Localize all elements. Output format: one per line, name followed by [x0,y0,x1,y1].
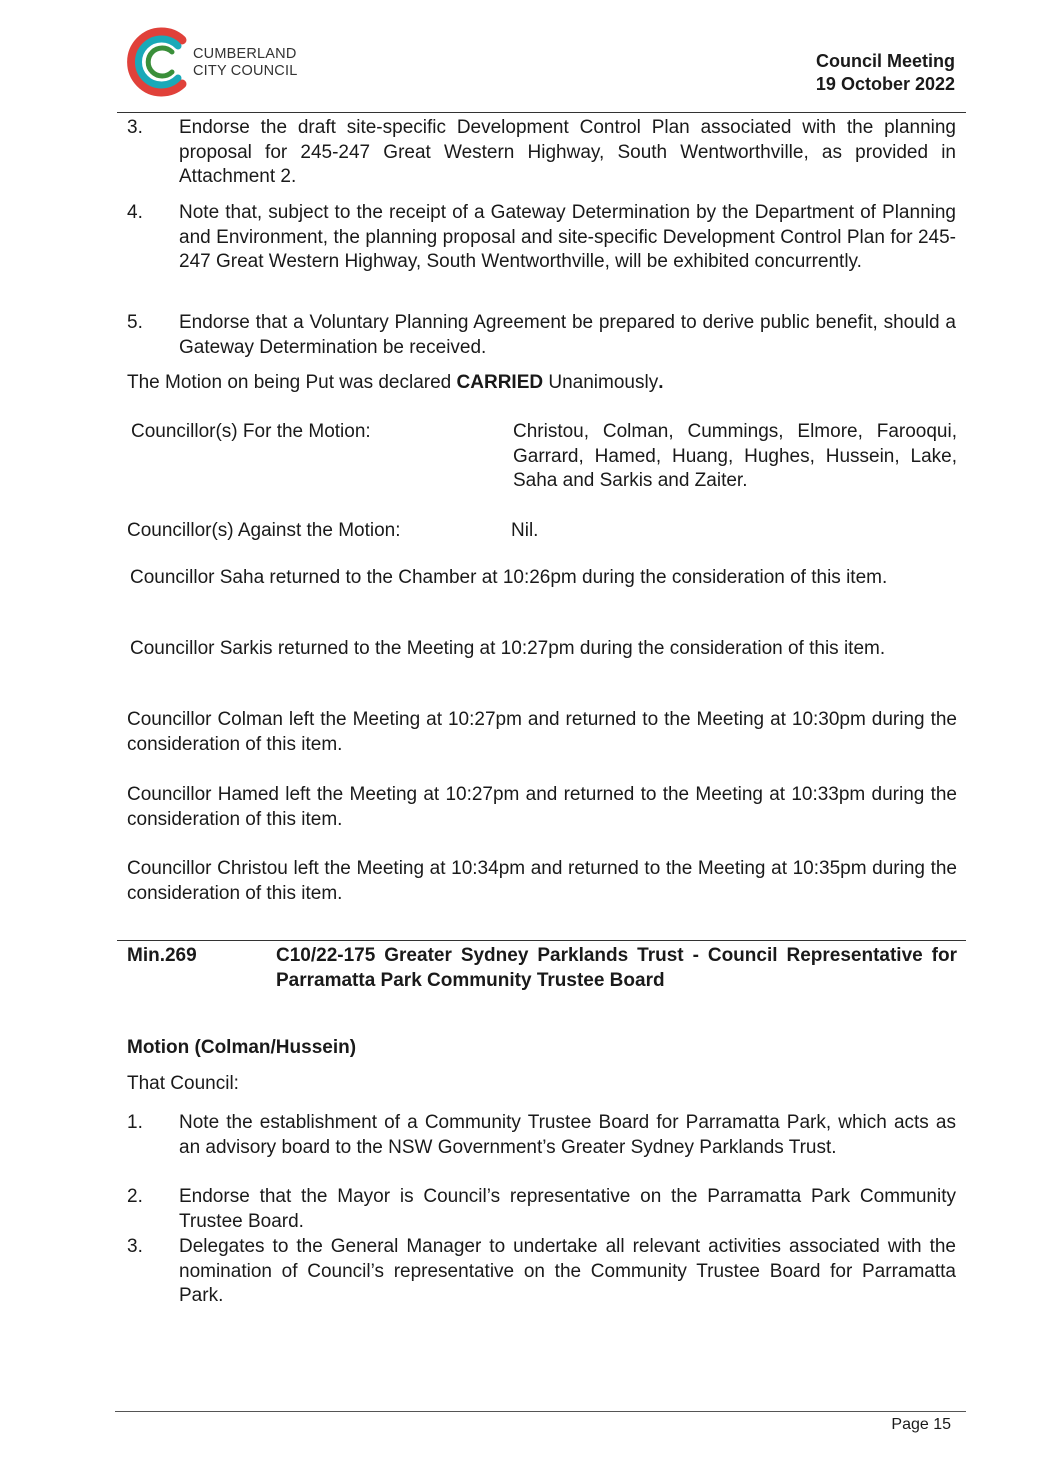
list-item-text: Endorse that the Mayor is Council’s representative on the Parramatta Park Community Trustee Board. [179,1186,956,1232]
motion-result-prefix: The Motion on being Put was declared [127,372,457,393]
page-number: Page 15 [891,1416,951,1433]
votes-against-names: Nil. [511,520,539,541]
logo-icon [120,22,200,102]
attendance-note: Councillor Sarkis returned to the Meeting at 10:27pm during the consideration of this item. [130,638,886,659]
list-item-text: Delegates to the General Manager to undertake all relevant activities associated with the nomination of Council’s representative on the Community Trustee Board for Parramatta Park. [179,1236,956,1306]
list-item-text: Note that, subject to the receipt of a Gateway Determination by the Department of Planning and Environment, the planning proposal and site-specific Development Control Plan for 245-247 Great Western Highway, South Wentworthville, will be exhibited concurrently. [179,202,956,272]
attendance-note: Councillor Saha returned to the Chamber at 10:26pm during the consideration of this item. [130,567,888,588]
meeting-date: 19 October 2022 [815,74,955,94]
attendance-note: Councillor Christou left the Meeting at 10:34pm and returned to the Meeting at 10:35pm during the consideration of this item. [127,858,957,904]
votes-for-label: Councillor(s) For the Motion: [131,421,371,442]
that-council: That Council: [127,1073,239,1094]
motion-status: CARRIED [456,372,544,393]
list-item-text: Endorse the draft site-specific Development Control Plan associated with the planning proposal for 245-247 Great Western Highway, South Wentworthville, as provided in Attachment 2. [179,117,956,187]
motion-result [127,371,957,396]
votes-for-names: Christou, Colman, Cummings, Elmore, Farooqui, Garrard, Hamed, Huang, Hughes, Hussein, Lake, Saha and Sarkis and Zaiter. [513,421,957,491]
list-item-number: 3. [127,1236,143,1257]
minute-title: C10/22-175 Greater Sydney Parklands Trust - Council Representative for Parramatta Park Community Trustee Board [276,945,957,991]
list-item-number: 1. [127,1112,143,1133]
attendance-note: Councillor Colman left the Meeting at 10:27pm and returned to the Meeting at 10:30pm during the consideration of this item. [127,709,957,755]
minute-rule [117,940,966,941]
motion-result-suffix: Unanimously [543,372,659,393]
list-item-text: Note the establishment of a Community Trustee Board for Parramatta Park, which acts as an advisory board to the NSW Government’s Greater Sydney Parklands Trust. [179,1112,956,1158]
logo-wordmark [193,46,297,80]
votes-against-label: Councillor(s) Against the Motion: [127,520,401,541]
motion-result-end: . [658,372,664,393]
meeting-header [816,50,955,96]
list-item-number: 3. [127,117,143,138]
list-item-number: 2. [127,1186,143,1207]
list-item-number: 4. [127,202,143,223]
footer-rule [115,1411,966,1412]
list-item-number: 5. [127,312,143,333]
header-rule [117,112,966,113]
motion-heading: Motion (Colman/Hussein) [127,1037,357,1058]
list-item-text: Endorse that a Voluntary Planning Agreement be prepared to derive public benefit, should a Gateway Determination be received. [179,312,956,358]
minute-number: Min.269 [127,945,197,966]
logo-line-1: CUMBERLAND [193,46,297,62]
attendance-note: Councillor Hamed left the Meeting at 10:27pm and returned to the Meeting at 10:33pm during the consideration of this item. [127,784,957,830]
logo-line-2: CITY COUNCIL [193,63,298,79]
meeting-title: Council Meeting [816,51,955,71]
